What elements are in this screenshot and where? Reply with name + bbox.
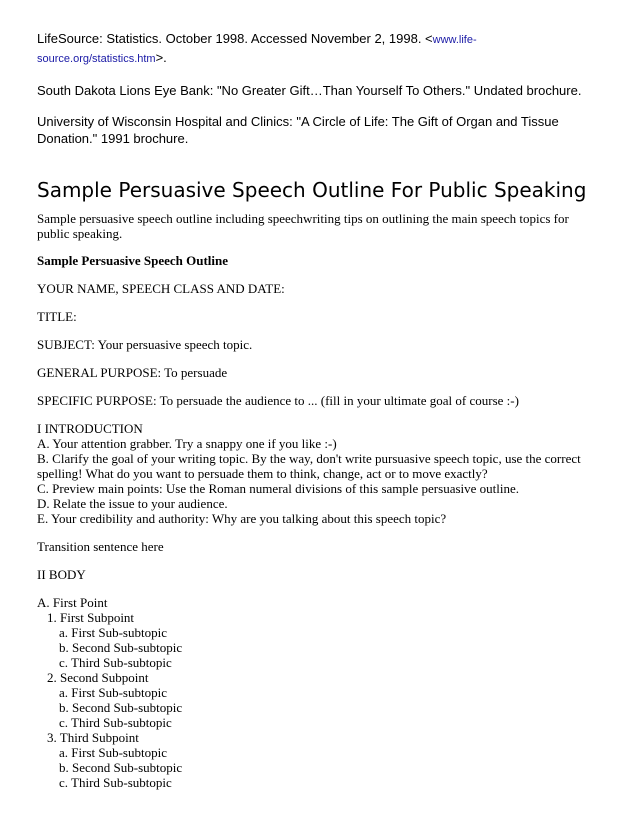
sub-subtopic: c. Third Sub-subtopic — [59, 775, 172, 790]
body-point: A. First Point — [37, 595, 108, 610]
transition-sentence: Transition sentence here — [37, 539, 164, 554]
field-specific-purpose: SPECIFIC PURPOSE: To persuade the audience to ... (fill in your ultimate goal of course :-) — [37, 393, 519, 408]
subpoint-label: 1. First Subpoint — [47, 610, 135, 625]
reference-uw-hospital: University of Wisconsin Hospital and Clinics: "A Circle of Life: The Gift of Organ and Tissue Donation." 1991 brochure. — [37, 114, 559, 146]
subpoint-label: 2. Second Subpoint — [47, 670, 149, 685]
document-page — [37, 30, 597, 803]
sub-subtopic: c. Third Sub-subtopic — [59, 715, 172, 730]
introduction-item: E. Your credibility and authority: Why are you talking about this speech topic? — [37, 511, 447, 526]
field-subject: SUBJECT: Your persuasive speech topic. — [37, 337, 253, 352]
introduction-item: C. Preview main points: Use the Roman numeral divisions of this sample persuasive outline. — [37, 481, 520, 496]
page-title: Sample Persuasive Speech Outline For Public Speaking — [37, 178, 587, 202]
reference-url-link[interactable]: www.life-source.org/statistics.htm — [37, 34, 477, 65]
introduction-section — [37, 421, 597, 526]
introduction-heading: I INTRODUCTION — [37, 421, 143, 436]
subpoint-label: 3. Third Subpoint — [47, 730, 139, 745]
sub-subtopic: a. First Sub-subtopic — [59, 745, 167, 760]
sub-subtopic: a. First Sub-subtopic — [59, 625, 167, 640]
sub-subtopic: b. Second Sub-subtopic — [59, 640, 183, 655]
section-subheading: Sample Persuasive Speech Outline — [37, 253, 229, 268]
field-title: TITLE: — [37, 309, 77, 324]
reference-lions-eye-bank: South Dakota Lions Eye Bank: "No Greater Gift…Than Yourself To Others." Undated brochure. — [37, 83, 582, 98]
sub-subtopic: b. Second Sub-subtopic — [59, 700, 183, 715]
sub-subtopic: c. Third Sub-subtopic — [59, 655, 172, 670]
body-outline — [37, 595, 597, 790]
body-heading: II BODY — [37, 567, 86, 582]
reference-tail: >. — [155, 50, 167, 65]
reference-lifesource — [37, 30, 597, 68]
introduction-item: B. Clarify the goal of your writing topic. By the way, don't write pursuasive speech topic, use the correct spelling! What do you want to persuade them to think, change, act or to move exactly? — [37, 451, 581, 481]
field-general-purpose: GENERAL PURPOSE: To persuade — [37, 365, 228, 380]
reference-text: LifeSource: Statistics. October 1998. Accessed November 2, 1998. < — [37, 31, 433, 46]
intro-paragraph: Sample persuasive speech outline including speechwriting tips on outlining the main speech topics for public speaking. — [37, 211, 569, 241]
introduction-item: D. Relate the issue to your audience. — [37, 496, 228, 511]
sub-subtopic: b. Second Sub-subtopic — [59, 760, 183, 775]
introduction-item: A. Your attention grabber. Try a snappy one if you like :-) — [37, 436, 337, 451]
sub-subtopic: a. First Sub-subtopic — [59, 685, 167, 700]
field-name: YOUR NAME, SPEECH CLASS AND DATE: — [37, 281, 285, 296]
